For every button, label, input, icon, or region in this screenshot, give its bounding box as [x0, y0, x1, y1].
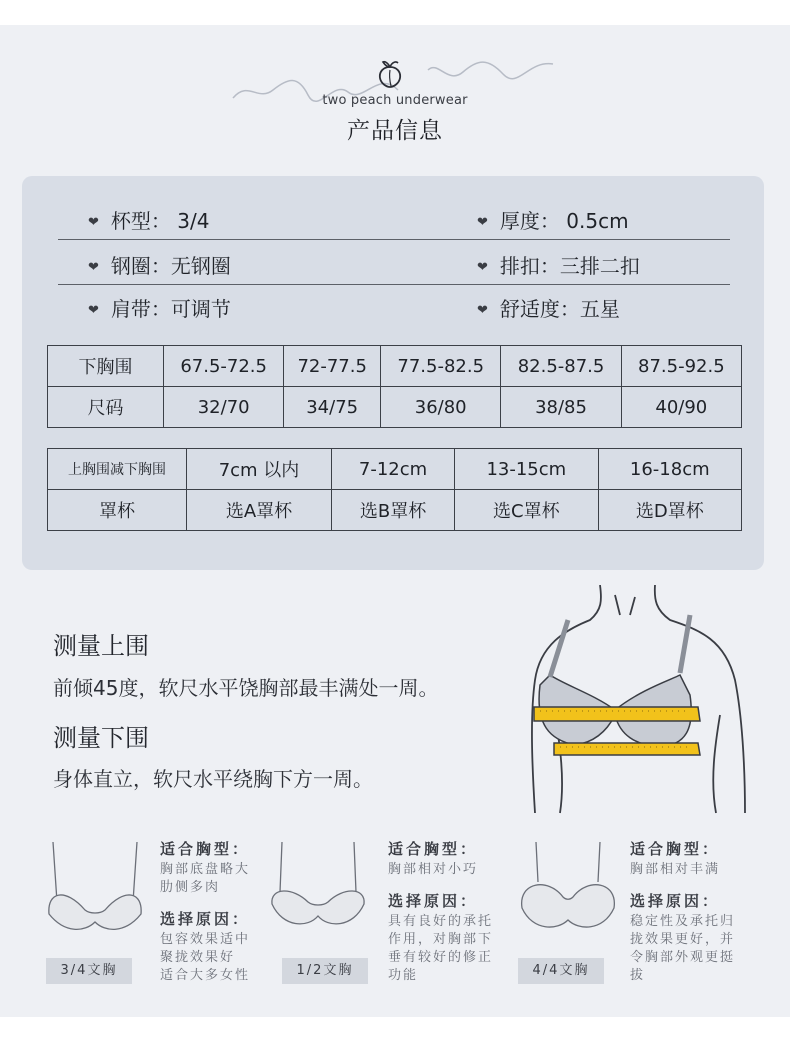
table-header-cell: 罩杯	[48, 490, 187, 531]
table-header-cell: 尺码	[48, 387, 164, 428]
fit-line: 胸部相对小巧	[388, 862, 479, 877]
table-row	[48, 387, 742, 428]
table-cell: 82.5-87.5	[501, 346, 621, 387]
cup-table	[47, 448, 742, 531]
heart-icon: ❤	[477, 303, 488, 318]
attr-label: 钢圈：	[110, 254, 171, 278]
table-row	[48, 346, 742, 387]
table-cell: 34/75	[284, 387, 381, 428]
bra-4-4-illustration	[518, 842, 618, 932]
attr-label: 排扣：	[499, 254, 560, 278]
table-cell: 38/85	[501, 387, 621, 428]
table-cell: 40/90	[621, 387, 741, 428]
table-cell: 72-77.5	[284, 346, 381, 387]
reason-line: 令胸部外观更挺	[630, 950, 736, 965]
measure-upper-title: 测量上围	[53, 632, 149, 660]
reason-line: 拔	[630, 968, 646, 983]
peach-logo-icon	[374, 58, 406, 90]
torso-measuring-illustration	[520, 585, 760, 815]
table-cell: 选D罩杯	[598, 490, 741, 531]
fit-heading: 适合胸型：	[388, 840, 479, 858]
attr-value: 可调节	[170, 297, 231, 321]
reason-line: 垂有较好的修正	[388, 950, 494, 965]
fit-line: 胸部底盘略大	[160, 862, 251, 877]
table-cell: 16-18cm	[598, 449, 741, 490]
table-cell: 77.5-82.5	[381, 346, 501, 387]
reason-heading: 选择原因：	[388, 892, 479, 910]
attr-label: 舒适度：	[499, 297, 580, 321]
attr-underwire	[88, 250, 231, 279]
reason-line: 功能	[388, 968, 419, 983]
reason-line: 包容效果适中	[160, 932, 251, 947]
bra-type-label: 4/4文胸	[518, 958, 604, 984]
heart-icon: ❤	[477, 260, 488, 275]
attr-hooks	[477, 250, 640, 279]
heart-icon: ❤	[88, 303, 99, 318]
table-cell: 36/80	[381, 387, 501, 428]
reason-line: 拢效果更好，并	[630, 932, 736, 947]
attr-value: 无钢圈	[170, 254, 231, 278]
reason-line: 适合大多女性	[160, 968, 251, 983]
attr-value: 3/4	[177, 209, 210, 233]
reason-heading: 选择原因：	[630, 892, 721, 910]
attr-label: 肩带：	[110, 297, 171, 321]
table-cell: 32/70	[164, 387, 284, 428]
bra-3-4-illustration	[45, 842, 145, 932]
attr-cup-type	[88, 205, 209, 234]
fit-heading: 适合胸型：	[160, 840, 251, 858]
measure-upper-desc: 前倾45度，软尺水平饶胸部最丰满处一周。	[53, 676, 439, 700]
reason-line: 作用，对胸部下	[388, 932, 494, 947]
table-cell: 13-15cm	[455, 449, 598, 490]
table-cell: 选B罩杯	[331, 490, 454, 531]
measure-lower-title: 测量下围	[53, 724, 149, 752]
attr-comfort	[477, 293, 620, 322]
reason-line: 稳定性及承托归	[630, 914, 736, 929]
fit-heading: 适合胸型：	[630, 840, 721, 858]
attr-value: 三排二扣	[559, 254, 640, 278]
attr-thickness	[477, 205, 629, 234]
table-row	[48, 490, 742, 531]
attr-label: 杯型：	[110, 209, 171, 233]
table-cell: 7cm 以内	[187, 449, 332, 490]
attr-straps	[88, 293, 231, 322]
table-header-cell: 下胸围	[48, 346, 164, 387]
section-title: 产品信息	[347, 118, 443, 144]
measure-lower-desc: 身体直立，软尺水平绕胸下方一周。	[53, 767, 373, 791]
bra-type-label: 1/2文胸	[282, 958, 368, 984]
table-cell: 87.5-92.5	[621, 346, 741, 387]
divider	[58, 284, 730, 285]
attr-value: 0.5cm	[566, 209, 629, 233]
fit-line: 胸部相对丰满	[630, 862, 721, 877]
divider	[58, 239, 730, 240]
heart-icon: ❤	[477, 215, 488, 230]
bra-type-label: 3/4文胸	[46, 958, 132, 984]
table-cell: 7-12cm	[331, 449, 454, 490]
brand-name: two peach underwear	[322, 93, 468, 108]
reason-line: 具有良好的承托	[388, 914, 494, 929]
size-table	[47, 345, 742, 428]
attr-value: 五星	[579, 297, 620, 321]
table-cell: 67.5-72.5	[164, 346, 284, 387]
table-header-cell: 上胸围减下胸围	[48, 449, 187, 490]
table-row	[48, 449, 742, 490]
heart-icon: ❤	[88, 215, 99, 230]
table-cell: 选C罩杯	[455, 490, 598, 531]
heart-icon: ❤	[88, 260, 99, 275]
reason-heading: 选择原因：	[160, 910, 251, 928]
table-cell: 选A罩杯	[187, 490, 332, 531]
fit-line: 肋侧多肉	[160, 880, 221, 895]
reason-line: 聚拢效果好	[160, 950, 236, 965]
bra-1-2-illustration	[268, 842, 368, 932]
attr-label: 厚度：	[499, 209, 560, 233]
